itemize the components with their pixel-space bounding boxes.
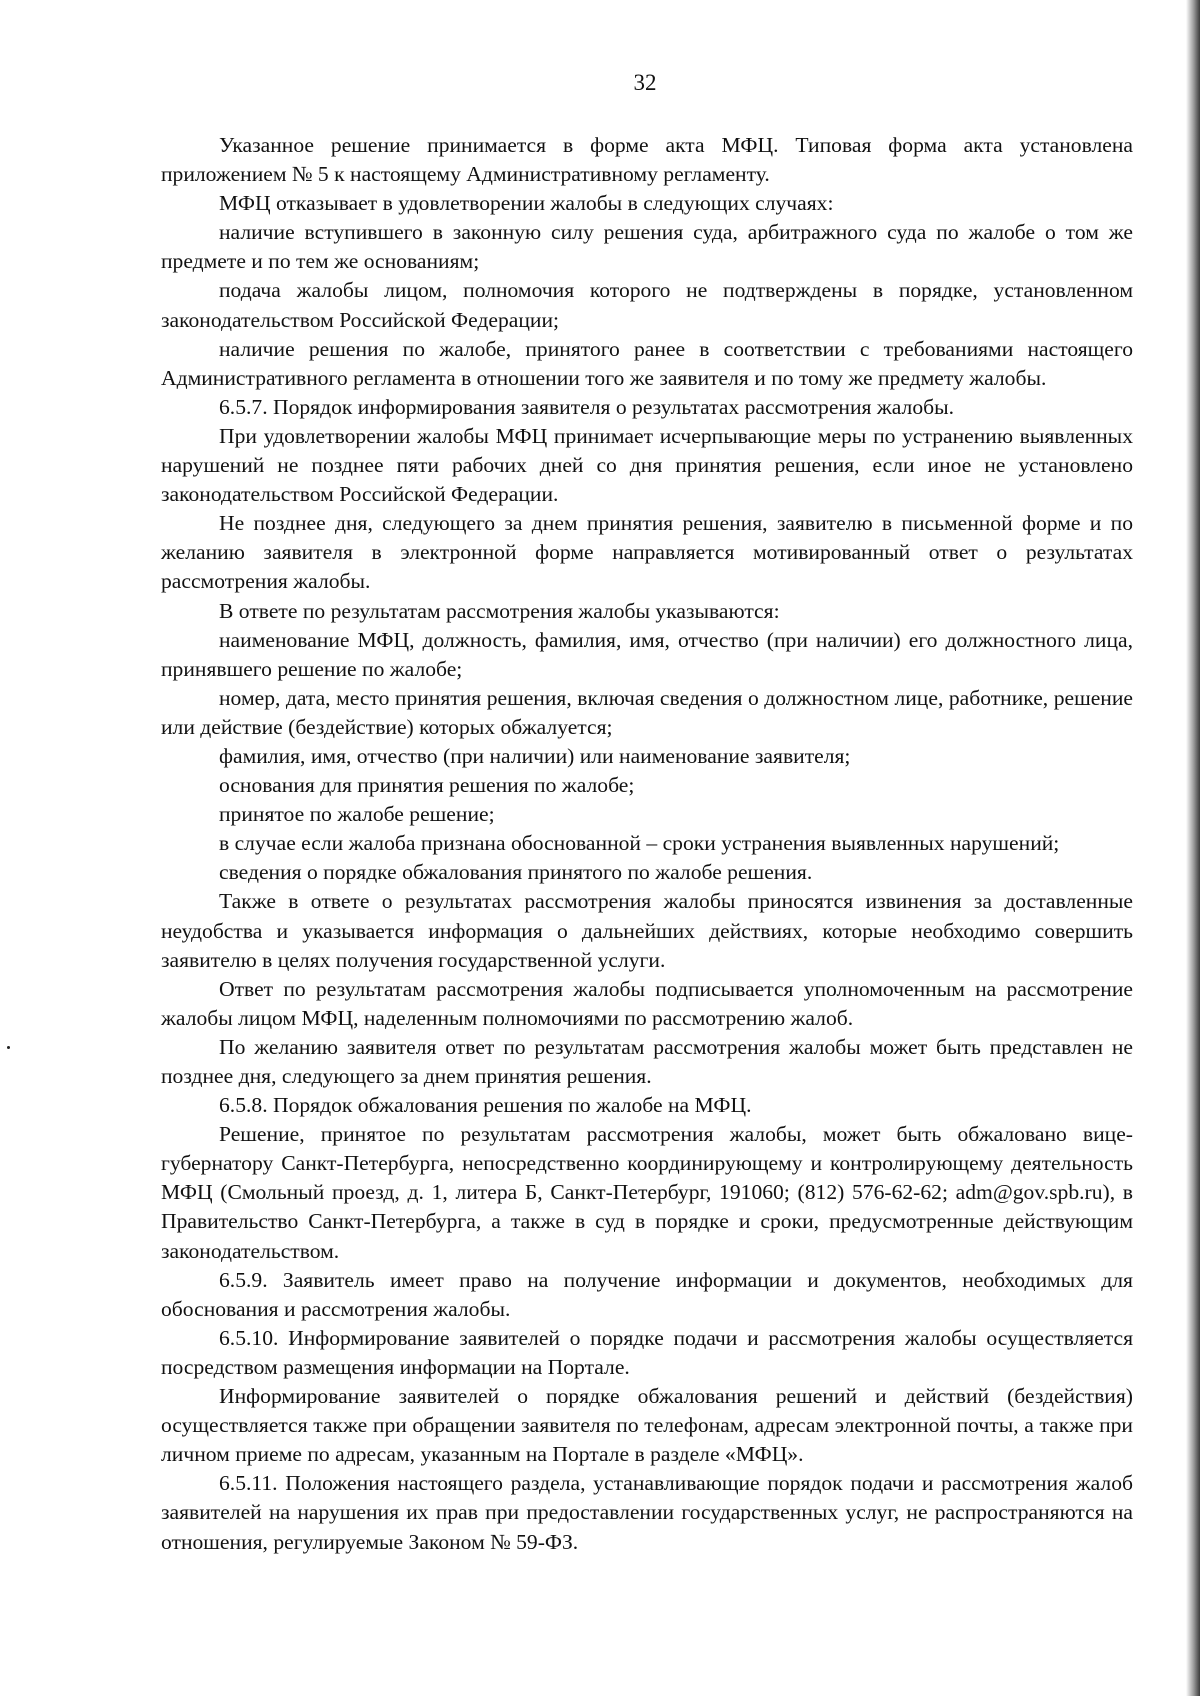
paragraph: наличие вступившего в законную силу решения суда, арбитражного суда по жалобе о том же предмете и по тем же основаниям; xyxy=(161,220,1133,274)
paragraph: По желанию заявителя ответ по результатам рассмотрения жалобы может быть представлен не позднее дня, следующего за днем принятия решения. xyxy=(161,1034,1133,1088)
paragraph: МФЦ отказывает в удовлетворении жалобы в следующих случаях: xyxy=(219,191,834,216)
paragraph: Не позднее дня, следующего за днем принятия решения, заявителю в письменной форме и по желанию заявителя в электронной форме направляется мотивированный ответ о результатах рассмотрения жалобы. xyxy=(161,511,1133,594)
paragraph: принятое по жалобе решение; xyxy=(219,802,495,827)
paragraph: Ответ по результатам рассмотрения жалобы подписывается уполномоченным на рассмотрение жалобы лицом МФЦ, наделенным полномочиями по рассмотрению жалоб. xyxy=(161,976,1133,1030)
paragraph: подача жалобы лицом, полномочия которого не подтверждены в порядке, установленном законодательством Российской Федерации; xyxy=(161,278,1133,332)
page-number: 32 xyxy=(633,70,657,95)
paragraph: 6.5.9. Заявитель имеет право на получение информации и документов, необходимых для обоснования и рассмотрения жалобы. xyxy=(161,1267,1133,1321)
document-body xyxy=(161,131,1133,1557)
scan-edge-shadow xyxy=(1186,0,1200,1696)
section-heading: 6.5.8. Порядок обжалования решения по жалобе на МФЦ. xyxy=(219,1093,752,1118)
scan-speck xyxy=(7,1046,10,1049)
paragraph: в случае если жалоба признана обоснованной – сроки устранения выявленных нарушений; xyxy=(219,831,1060,856)
section-heading: 6.5.7. Порядок информирования заявителя о результатах рассмотрения жалобы. xyxy=(219,394,955,419)
paragraph: При удовлетворении жалобы МФЦ принимает исчерпывающие меры по устранению выявленных нарушений не позднее пяти рабочих дней со дня принятия решения, если иное не установлено законодательством Российской Федерации. xyxy=(161,423,1133,507)
paragraph: наименование МФЦ, должность, фамилия, имя, отчество (при наличии) его должностного лица, принявшего решение по жалобе; xyxy=(161,627,1133,681)
paragraph: Указанное решение принимается в форме акта МФЦ. Типовая форма акта установлена приложением № 5 к настоящему Административному регламенту. xyxy=(161,133,1133,187)
paragraph: номер, дата, место принятия решения, включая сведения о должностном лице, работнике, решение или действие (бездействие) которых обжалуется; xyxy=(161,685,1133,739)
paragraph: Решение, принятое по результатам рассмотрения жалобы, может быть обжаловано вице-губернатору Санкт-Петербурга, непосредственно координирующему и контролирующему деятельность МФЦ (Смольный проезд, д. 1, литера Б, Санкт-Петербург, 191060; (812) 576-62-62; adm@gov.spb.ru), в Правительство Санкт-Петербурга, а также в суд в порядке и сроки, предусмотренные действующим законодательством. xyxy=(161,1122,1133,1263)
paragraph: 6.5.10. Информирование заявителей о порядке подачи и рассмотрения жалобы осуществляется посредством размещения информации на Портале. xyxy=(161,1325,1133,1379)
paragraph: Также в ответе о результатах рассмотрения жалобы приносятся извинения за доставленные неудобства и указывается информация о дальнейших действиях, которые необходимо совершить заявителю в целях получения государственной услуги. xyxy=(161,889,1133,972)
paragraph: В ответе по результатам рассмотрения жалобы указываются: xyxy=(219,598,780,623)
paragraph: сведения о порядке обжалования принятого по жалобе решения. xyxy=(219,860,813,885)
paragraph: фамилия, имя, отчество (при наличии) или наименование заявителя; xyxy=(219,743,851,768)
paragraph: основания для принятия решения по жалобе; xyxy=(219,773,635,798)
paragraph: наличие решения по жалобе, принятого ранее в соответствии с требованиями настоящего Административного регламента в отношении того же заявителя и по тому же предмету жалобы. xyxy=(161,336,1133,390)
paragraph: 6.5.11. Положения настоящего раздела, устанавливающие порядок подачи и рассмотрения жалоб заявителей на нарушения их прав при предоставлении государственных услуг, не распространяются на отношения, регулируемые Законом № 59-ФЗ. xyxy=(161,1471,1133,1554)
paragraph: Информирование заявителей о порядке обжалования решений и действий (бездействия) осуществляется также при обращении заявителя по телефонам, адресам электронной почты, а также при личном приеме по адресам, указанным на Портале в разделе «МФЦ». xyxy=(161,1384,1133,1467)
